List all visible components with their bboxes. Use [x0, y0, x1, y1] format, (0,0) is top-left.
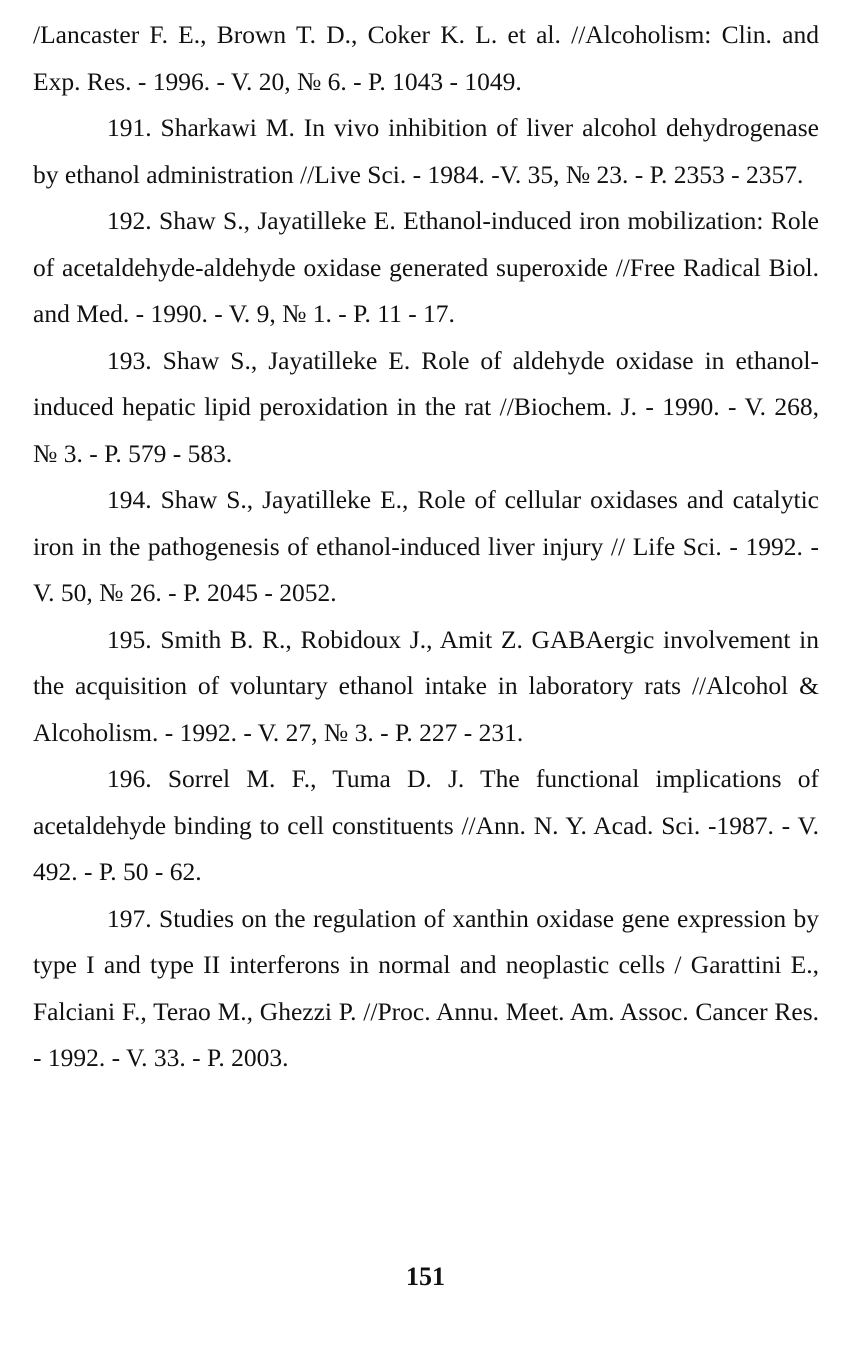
reference-194: 194. Shaw S., Jayatilleke E., Role of cellular oxidases and catalytic iron in the pathogenesis of ethanol-induced liver injury // Life Sci. - 1992. - V. 50, № 26. - P. 2045 - 2052. [33, 485, 819, 607]
reference-193: 193. Shaw S., Jayatilleke E. Role of aldehyde oxidase in ethanol-induced hepatic lipid peroxidation in the rat //Biochem. J. - 1990. - V. 268, № 3. - P. 579 - 583. [33, 345, 819, 468]
reference-list [33, 12, 819, 1082]
reference-192: 192. Shaw S., Jayatilleke E. Ethanol-induced iron mobilization: Role of acetaldehyde-aldehyde oxidase generated superoxide //Free Radical Biol. and Med. - 1990. - V. 9, № 1. - P. 11 - 17. [33, 206, 819, 328]
reference-197: 197. Studies on the regulation of xanthin oxidase gene expression by type I and type II interferons in normal and neoplastic cells / Garattini E., Falciani F., Terao M., Ghezzi P. //Proc. Annu. Meet. Am. Assoc. Cancer Res. - 1992. - V. 33. - P. 2003. [33, 903, 819, 1072]
reference-continued: /Lancaster F. E., Brown T. D., Coker K. L. et al. //Alcoholism: Clin. and Exp. Res. - 1996. - V. 20, № 6. - P. 1043 - 1049. [33, 20, 819, 96]
reference-191: 191. Sharkawi M. In vivo inhibition of liver alcohol dehydrogenase by ethanol administration //Live Sci. - 1984. -V. 35, № 23. - P. 2353 - 2357. [33, 113, 819, 189]
reference-196: 196. Sorrel M. F., Tuma D. J. The functional implications of acetaldehyde binding to cell constituents //Ann. N. Y. Acad. Sci. -1987. - V. 492. - P. 50 - 62. [33, 764, 819, 886]
reference-195: 195. Smith B. R., Robidoux J., Amit Z. GABAergic involvement in the acquisition of voluntary ethanol intake in laboratory rats //Alcohol & Alcoholism. - 1992. - V. 27, № 3. - P. 227 - 231. [33, 624, 819, 747]
page-number: 151 [406, 1262, 445, 1291]
